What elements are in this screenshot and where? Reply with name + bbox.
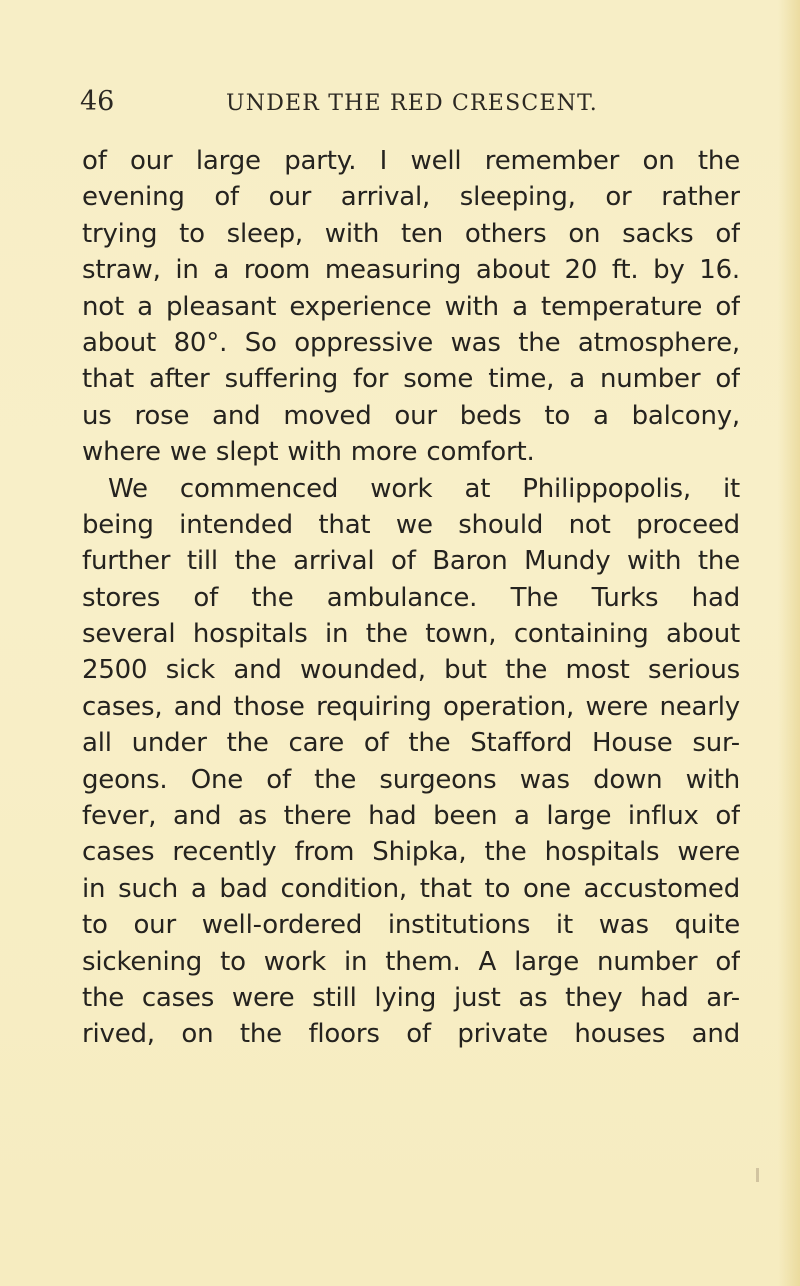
text-line: about 80°. So oppressive was the atmosphere, (82, 327, 740, 358)
text-line: to our well-ordered institutions it was quite (82, 910, 740, 941)
body-text (82, 143, 740, 1053)
text-line: straw, in a room measuring about 20 ft. by 16. (82, 255, 740, 286)
page-edge-shadow (778, 0, 800, 1286)
text-line: that after suffering for some time, a number of (82, 364, 740, 395)
text-line: several hospitals in the town, containing about (82, 619, 740, 650)
text-line: of our large party. I well remember on the (82, 146, 740, 176)
text-line: cases, and those requiring operation, were nearly (82, 691, 740, 722)
text-line: in such a bad condition, that to one accustomed (82, 873, 740, 904)
text-line: the cases were still lying just as they had ar- (82, 982, 740, 1013)
text-line: further till the arrival of Baron Mundy with the (82, 546, 740, 577)
running-head: UNDER THE RED CRESCENT. (226, 91, 598, 116)
text-line: geons. One of the surgeons was down with (82, 764, 740, 795)
text-line-paragraph-start: We commenced work at Philippopolis, it (108, 473, 740, 504)
page-number: 46 (80, 86, 115, 117)
text-line: us rose and moved our beds to a balcony, (82, 400, 740, 431)
text-line: not a pleasant experience with a temperature of (82, 291, 740, 322)
text-line: cases recently from Shipka, the hospitals were (82, 837, 740, 868)
paper-speck (756, 1168, 759, 1182)
text-line: trying to sleep, with ten others on sacks of (82, 218, 740, 249)
text-line: all under the care of the Stafford House sur- (82, 728, 740, 759)
text-line: evening of our arrival, sleeping, or rather (82, 182, 740, 213)
text-line-paragraph-end: where we slept with more comfort. (82, 437, 535, 468)
text-line: 2500 sick and wounded, but the most serious (82, 655, 740, 686)
text-line: being intended that we should not proceed (82, 509, 740, 540)
page-header (80, 82, 740, 126)
text-line: stores of the ambulance. The Turks had (82, 582, 740, 613)
text-line: sickening to work in them. A large number of (82, 946, 740, 977)
text-line: rived, on the floors of private houses and (82, 1019, 740, 1050)
text-line: fever, and as there had been a large influx of (82, 801, 740, 832)
